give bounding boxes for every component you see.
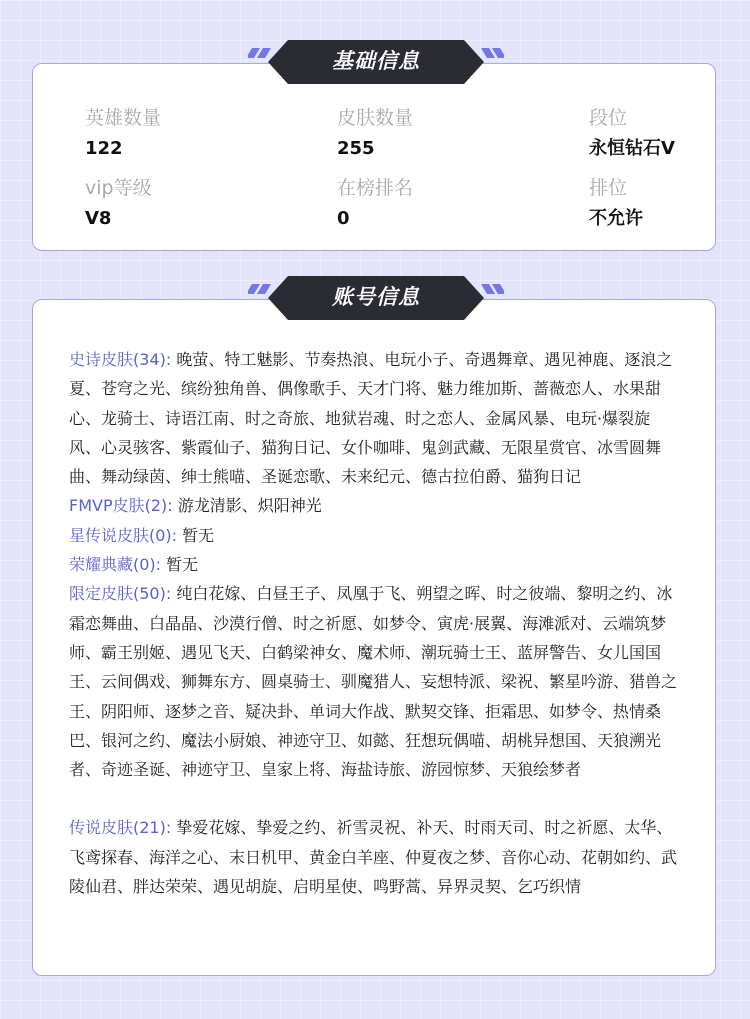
stat-label: 皮肤数量 bbox=[337, 107, 414, 129]
stat-value: 不允许 bbox=[589, 208, 643, 229]
category-items: 游龙清影、炽阳神光 bbox=[177, 496, 322, 516]
skin-category-legend bbox=[69, 813, 681, 901]
category-items: 纯白花嫁、白昼王子、凤凰于飞、朔望之晖、时之彼端、黎明之约、冰霜恋舞曲、白晶晶、沙漠行僧、时之祈愿、如梦令、寅虎·展翼、海滩派对、云端筑梦师、霸王别姬、遇见飞天、白鹤梁神女、魔术师、潮玩骑士王、蓝屏警告、女儿国国王、云间偶戏、狮舞东方、圆桌骑士、驯魔猎人、妄想特派、梁祝、繁星吟游、猎兽之王、阴阳师、逐梦之音、疑决卦、单词大作战、默契交锋、拒霜思、如梦令、热情桑巴、银河之约、魔法小厨娘、神迹守卫、如懿、狂想玩偶喵、胡桃异想国、天狼溯光者、奇迹圣诞、神迹守卫、皇家上将、海盐诗旅、游园惊梦、天狼绘梦者 bbox=[69, 584, 678, 780]
stat-vip-level bbox=[85, 175, 152, 232]
stat-rank-tier bbox=[589, 105, 675, 162]
stat-leaderboard-rank bbox=[337, 175, 413, 232]
section-title: 基础信息 bbox=[332, 49, 420, 73]
skin-category-epic bbox=[69, 345, 681, 491]
section-title: 账号信息 bbox=[332, 285, 420, 309]
stat-value: 122 bbox=[85, 138, 123, 159]
category-label: FMVP皮肤(2): bbox=[69, 496, 173, 516]
stat-ranked-allowed bbox=[589, 175, 643, 232]
category-items: 暂无 bbox=[182, 525, 215, 545]
stat-value: 255 bbox=[337, 138, 375, 159]
stat-skin-count bbox=[337, 105, 413, 162]
stat-label: 英雄数量 bbox=[85, 107, 162, 129]
stat-label: vip等级 bbox=[85, 177, 152, 199]
category-label: 限定皮肤(50): bbox=[69, 584, 172, 604]
skin-list bbox=[69, 345, 681, 901]
stat-value: V8 bbox=[85, 208, 112, 229]
category-items: 晚萤、特工魅影、节奏热浪、电玩小子、奇遇舞章、遇见神鹿、逐浪之夏、苍穹之光、缤纷独角兽、偶像歌手、天才门将、魅力维加斯、蔷薇恋人、水果甜心、龙骑士、诗语江南、时之奇旅、地狱岩魂、时之恋人、金属风暴、电玩·爆裂旋风、心灵骇客、紫霞仙子、猫狗日记、女仆咖啡、鬼剑武藏、无限星赏官、冰雪圆舞曲、舞动绿茵、绅士熊喵、圣诞恋歌、未来纪元、德古拉伯爵、猫狗日记 bbox=[69, 350, 673, 487]
basic-info-card bbox=[32, 63, 716, 251]
stat-label: 排位 bbox=[589, 177, 628, 199]
skin-category-star-legend bbox=[69, 521, 681, 550]
category-label: 史诗皮肤(34): bbox=[69, 350, 172, 369]
stat-label: 在榜排名 bbox=[337, 177, 414, 199]
skin-category-limited bbox=[69, 579, 681, 784]
spacer bbox=[69, 784, 681, 813]
category-label: 荣耀典藏(0): bbox=[69, 555, 162, 575]
skin-category-fmvp bbox=[69, 491, 681, 520]
basic-info-banner bbox=[248, 38, 504, 86]
category-items: 挚爱花嫁、挚爱之约、祈雪灵祝、补天、时雨天司、时之祈愿、太华、飞鸢探春、海洋之心、末日机甲、黄金白羊座、仲夏夜之梦、音你心动、花朝如约、武陵仙君、胖达荣荣、遇见胡旋、启明星使、鸣野蒿、异界灵契、乞巧织情 bbox=[69, 818, 678, 897]
category-label: 星传说皮肤(0): bbox=[69, 525, 178, 545]
stat-hero-count bbox=[85, 105, 161, 162]
stat-value: 0 bbox=[337, 208, 350, 229]
stat-value: 永恒钻石V bbox=[589, 138, 675, 159]
category-items: 暂无 bbox=[166, 555, 199, 575]
account-info-card bbox=[32, 299, 716, 976]
account-info-banner bbox=[248, 274, 504, 322]
skin-category-glory-collection bbox=[69, 550, 681, 579]
stat-label: 段位 bbox=[589, 107, 628, 129]
category-label: 传说皮肤(21): bbox=[69, 818, 172, 838]
